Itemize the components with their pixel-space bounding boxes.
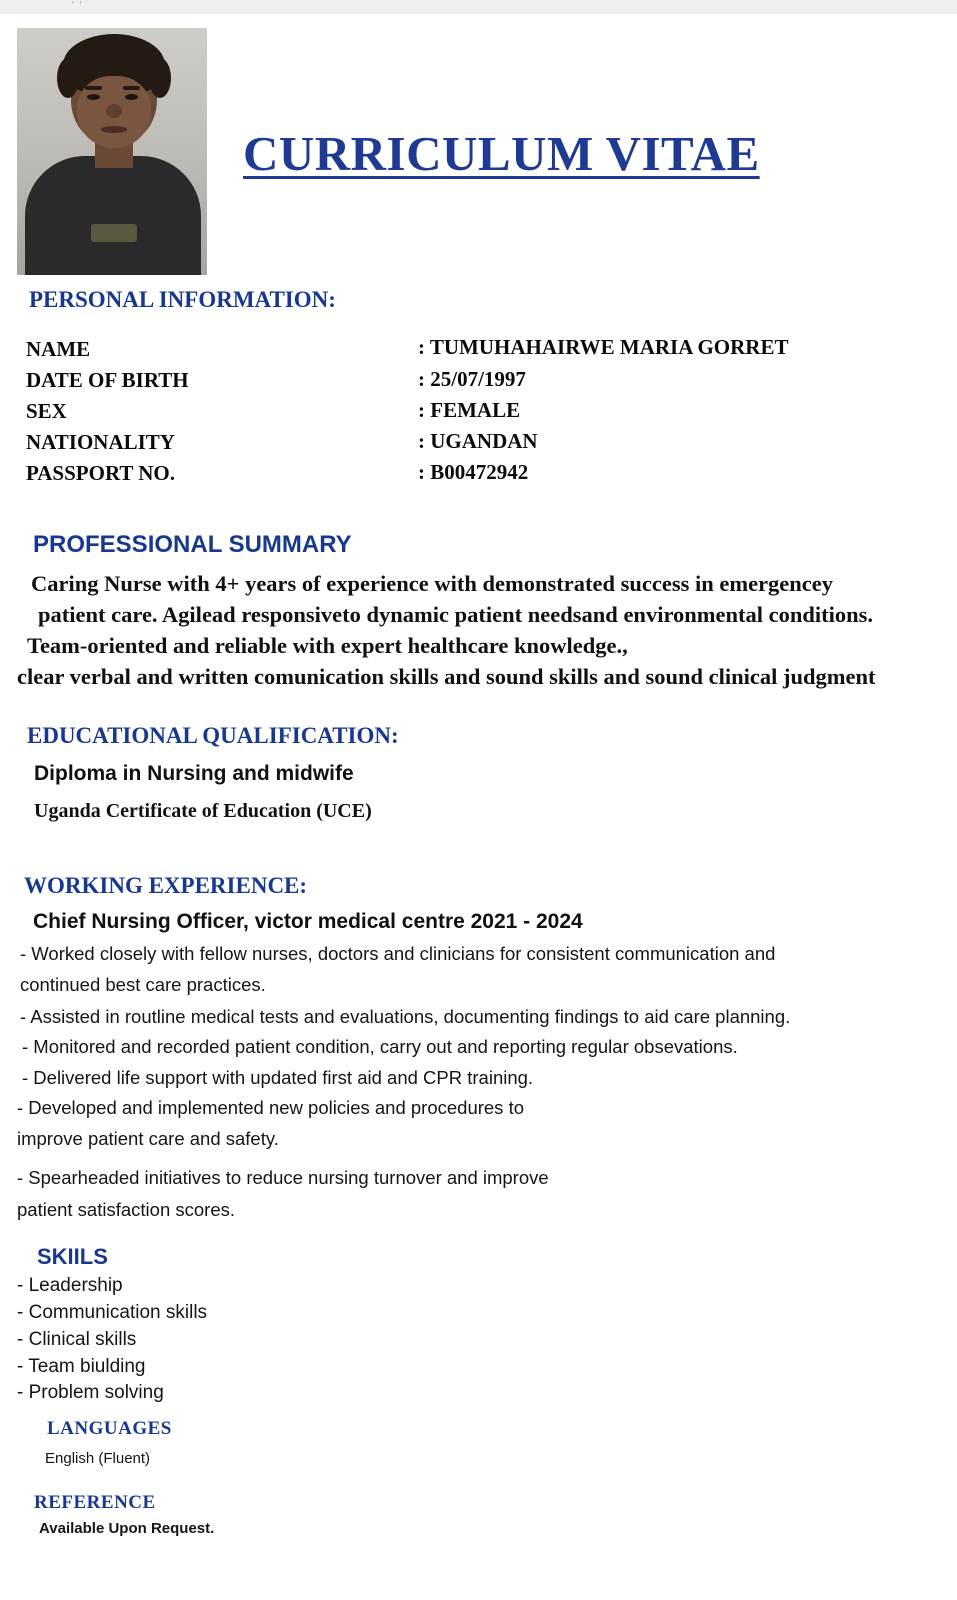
- experience-bullet: - Developed and implemented new policies and procedures to: [17, 1097, 524, 1118]
- personal-info-value-nationality: : UGANDAN: [418, 429, 538, 453]
- education-item: Uganda Certificate of Education (UCE): [34, 800, 372, 822]
- experience-bullet: continued best care practices.: [20, 974, 266, 995]
- personal-info-label-passport: PASSPORT NO.: [26, 461, 176, 485]
- skills-heading: SKIILS: [37, 1244, 108, 1269]
- experience-bullet: - Assisted in routline medical tests and evaluations, documenting findings to aid care planning.: [20, 1006, 791, 1027]
- summary-line: Team-oriented and reliable with expert healthcare knowledge.,: [27, 633, 628, 658]
- personal-info-label-name: NAME: [26, 337, 91, 361]
- summary-line: patient care. Agilead responsiveto dynamic patient needsand environmental conditions.: [38, 602, 874, 627]
- personal-info-label-nationality: NATIONALITY: [26, 430, 175, 454]
- summary-line: Caring Nurse with 4+ years of experience with demonstrated success in emergencey: [31, 571, 834, 596]
- personal-info-value-name: : TUMUHAHAIRWE MARIA GORRET: [418, 335, 789, 359]
- photo-eyebrow-left: [85, 86, 102, 90]
- personal-info-value-dob: : 25/07/1997: [418, 367, 526, 391]
- page-bottom-margin: [0, 1582, 957, 1600]
- personal-information-heading: PERSONAL INFORMATION:: [29, 287, 336, 312]
- skill-item: - Clinical skills: [17, 1329, 137, 1350]
- education-item: Diploma in Nursing and midwife: [34, 762, 354, 785]
- personal-info-label-sex: SEX: [26, 399, 67, 423]
- experience-bullet: - Delivered life support with updated first aid and CPR training.: [22, 1067, 534, 1088]
- education-heading: EDUCATIONAL QUALIFICATION:: [27, 723, 399, 748]
- skill-item: - Team biulding: [17, 1356, 146, 1377]
- experience-bullet: patient satisfaction scores.: [17, 1199, 235, 1220]
- photo-eye-left: [87, 94, 100, 100]
- experience-heading: WORKING EXPERIENCE:: [24, 873, 308, 898]
- skill-item: - Communication skills: [17, 1302, 208, 1323]
- skill-item: - Problem solving: [17, 1382, 164, 1403]
- photo-torso: [25, 156, 201, 275]
- photo-shirt-detail: [91, 224, 137, 242]
- reference-item: Available Upon Request.: [39, 1520, 215, 1537]
- page-top-strip: [0, 0, 957, 14]
- photo-nose: [106, 104, 122, 118]
- photo-eyebrow-right: [123, 86, 140, 90]
- reference-heading: REFERENCE: [34, 1492, 156, 1513]
- passport-photo: [17, 28, 207, 275]
- photo-eye-right: [125, 94, 138, 100]
- photo-mouth: [101, 126, 127, 133]
- scan-artifact-dots: ' ': [72, 0, 84, 10]
- professional-summary-heading: PROFESSIONAL SUMMARY: [33, 531, 352, 558]
- personal-info-label-dob: DATE OF BIRTH: [26, 368, 189, 392]
- personal-info-value-passport: : B00472942: [418, 460, 529, 484]
- experience-job-title: Chief Nursing Officer, victor medical centre 2021 - 2024: [33, 910, 583, 933]
- experience-bullet: improve patient care and safety.: [17, 1128, 279, 1149]
- language-item: English (Fluent): [45, 1450, 151, 1467]
- summary-line: clear verbal and written comunication skills and sound skills and sound clinical judgment: [17, 664, 876, 689]
- experience-bullet: - Spearheaded initiatives to reduce nursing turnover and improve: [17, 1167, 549, 1188]
- page-title: CURRICULUM VITAE: [243, 126, 760, 181]
- experience-bullet: - Monitored and recorded patient condition, carry out and reporting regular obsevations.: [22, 1036, 738, 1057]
- experience-bullet: - Worked closely with fellow nurses, doctors and clinicians for consistent communication and: [20, 943, 776, 964]
- languages-heading: LANGUAGES: [47, 1418, 172, 1439]
- skill-item: - Leadership: [17, 1275, 123, 1296]
- personal-info-value-sex: : FEMALE: [418, 398, 521, 422]
